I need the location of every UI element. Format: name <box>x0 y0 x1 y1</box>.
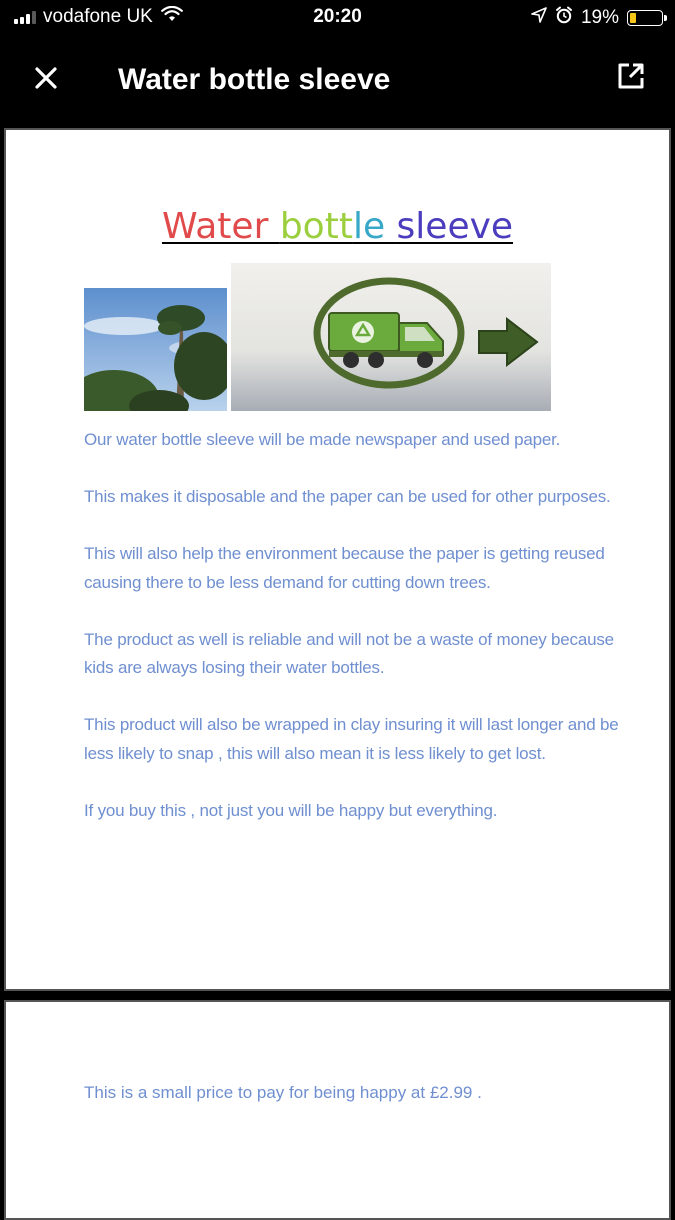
paragraph: This makes it disposable and the paper can be used for other purposes. <box>84 487 611 506</box>
status-time: 20:20 <box>313 6 362 27</box>
battery-icon <box>627 10 663 26</box>
battery-fill <box>630 13 636 23</box>
paragraph: This product will also be wrapped in clay insuring it will last longer and be less likely to snap , this will also mean it is less likely to get lost. <box>84 715 619 763</box>
nav-title: Water bottle sleeve <box>118 63 391 96</box>
paragraph: This will also help the environment because the paper is getting reused causing there to be less demand for cutting down trees. <box>84 544 605 592</box>
alarm-icon <box>555 6 573 30</box>
title-part: bott <box>279 206 353 247</box>
battery-percent: 19% <box>580 7 619 28</box>
paragraph: Our water bottle sleeve will be made newspaper and used paper. <box>84 430 561 449</box>
price-text: This is a small price to pay for being happy at £2.99 . <box>84 1083 482 1102</box>
close-icon <box>34 66 58 95</box>
slide-title <box>6 206 669 247</box>
nav-bar <box>0 36 675 124</box>
paragraph: The product as well is reliable and will not be a waste of money because kids are always losing their water bottles. <box>84 629 614 677</box>
open-external-button[interactable] <box>611 58 651 98</box>
body-text <box>84 426 624 854</box>
location-arrow-icon <box>531 7 547 29</box>
carrier-name: vodafone UK <box>43 6 153 27</box>
status-right <box>531 6 663 30</box>
title-part: le <box>352 206 397 247</box>
title-part: sleeve <box>396 206 514 247</box>
status-bar <box>0 0 675 36</box>
title-part: Water <box>161 206 280 247</box>
open-external-icon <box>616 61 646 96</box>
slide-2 <box>4 1000 671 1220</box>
close-button[interactable] <box>26 60 66 100</box>
tree-photo <box>84 288 227 411</box>
paragraph: If you buy this , not just you will be happy but everything. <box>84 800 498 820</box>
recycling-truck-image <box>231 263 551 411</box>
slide-1 <box>4 128 671 991</box>
